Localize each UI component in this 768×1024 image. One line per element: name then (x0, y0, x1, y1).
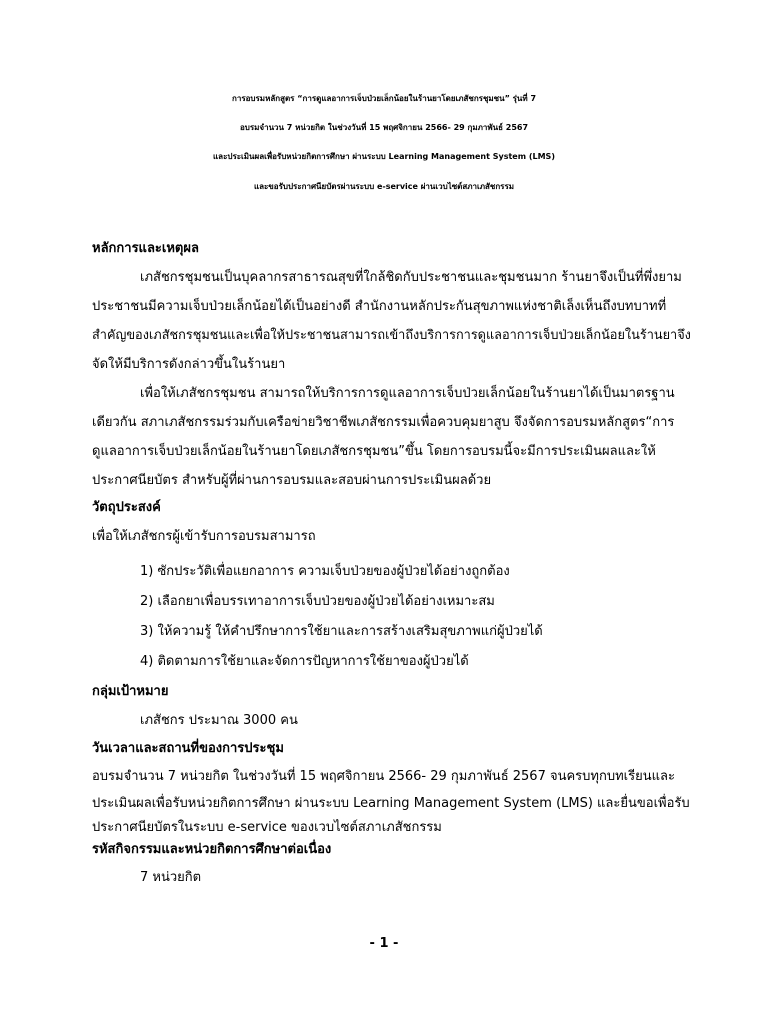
target-text: เภสัชกร ประมาณ 3000 คน (140, 713, 298, 728)
objectives-heading: วัตถุประสงค์ (92, 500, 161, 515)
credits-heading: รหัสกิจกรรมและหน่วยกิตการศึกษาต่อเนื่อง (92, 842, 332, 857)
objective-item: 1) ซักประวัติเพื่อแยกอาการ ความเจ็บป่วยของผู้ป่วยได้อย่างถูกต้อง (140, 564, 510, 579)
header-title-line-3: และประเมินผลเพื่อรับหน่วยกิตการศึกษา ผ่านระบบ Learning Management System (LMS) (213, 152, 555, 161)
rationale-p1-line-4: จัดให้มีบริการดังกล่าวขึ้นในร้านยา (92, 357, 286, 372)
rationale-p1-line-3: สำคัญของเภสัชกรชุมชนและเพื่อให้ประชาชนสามารถเข้าถึงบริการการดูแลอาการเจ็บป่วยเล็กน้อยในร้านยาจึง (92, 328, 691, 343)
schedule-line-3: ประกาศนียบัตรในระบบ e-service ของเวบไซต์สภาเภสัชกรรม (92, 820, 442, 835)
schedule-line-2: ประเมินผลเพื่อรับหน่วยกิตการศึกษา ผ่านระบบ Learning Management System (LMS) และยื่นขอเพื่อรับ (92, 796, 690, 811)
header-title-line-1: การอบรมหลักสูตร “การดูแลอาการเจ็บป่วยเล็กน้อยในร้านยาโดยเภสัชกรชุมชน” รุ่นที่ 7 (231, 94, 537, 103)
schedule-line-1: อบรมจำนวน 7 หน่วยกิต ในช่วงวันที่ 15 พฤศจิกายน 2566- 29 กุมภาพันธ์ 2567 จนครบทุกบทเรียนและ (92, 769, 675, 784)
schedule-heading: วันเวลาและสถานที่ของการประชุม (92, 741, 284, 756)
rationale-p1-line-2: ประชาชนมีความเจ็บป่วยเล็กน้อยได้เป็นอย่างดี สำนักงานหลักประกันสุขภาพแห่งชาติเล็งเห็นถึงบทบาทที่ (92, 299, 667, 314)
rationale-p1-line-1: เภสัชกรชุมชนเป็นบุคลากรสาธารณสุขที่ใกล้ชิดกับประชาชนและชุมชนมาก ร้านยาจึงเป็นที่พึ่งยาม (140, 270, 682, 285)
header-title-line-2: อบรมจำนวน 7 หน่วยกิต ในช่วงวันที่ 15 พฤศจิกายน 2566- 29 กุมภาพันธ์ 2567 (239, 123, 529, 132)
header-title-line-4: และขอรับประกาศนียบัตรผ่านระบบ e-service ผ่านเวบไซต์สภาเภสัชกรรม (253, 182, 515, 191)
credits-text: 7 หน่วยกิต (140, 870, 202, 885)
objective-item: 3) ให้ความรู้ ให้คำปรึกษาการใช้ยาและการสร้างเสริมสุขภาพแก่ผู้ป่วยได้ (140, 624, 543, 639)
rationale-p2-line-2: เดียวกัน สภาเภสัชกรรมร่วมกับเครือข่ายวิชาชีพเภสัชกรรมเพื่อควบคุมยาสูบ จึงจัดการอบรมหลักสูตร“การ (92, 415, 675, 430)
rationale-p2-line-3: ดูแลอาการเจ็บป่วยเล็กน้อยในร้านยาโดยเภสัชกรชุมชน”ขึ้น โดยการอบรมนี้จะมีการประเมินผลและให้ (92, 444, 656, 459)
objective-item: 4) ติดตามการใช้ยาและจัดการปัญหาการใช้ยาของผู้ป่วยได้ (140, 654, 469, 669)
objective-item: 2) เลือกยาเพื่อบรรเทาอาการเจ็บป่วยของผู้ป่วยได้อย่างเหมาะสม (140, 594, 495, 609)
rationale-heading: หลักการและเหตุผล (92, 241, 199, 256)
objectives-intro: เพื่อให้เภสัชกรผู้เข้ารับการอบรมสามารถ (92, 529, 316, 544)
page-number: - 1 - (369, 936, 399, 951)
target-heading: กลุ่มเป้าหมาย (92, 684, 169, 699)
rationale-p2-line-1: เพื่อให้เภสัชกรชุมชน สามารถให้บริการการดูแลอาการเจ็บป่วยเล็กน้อยในร้านยาได้เป็นมาตรฐาน (140, 386, 675, 401)
rationale-p2-line-4: ประกาศนียบัตร สำหรับผู้ที่ผ่านการอบรมและสอบผ่านการประเมินผลด้วย (92, 473, 492, 488)
